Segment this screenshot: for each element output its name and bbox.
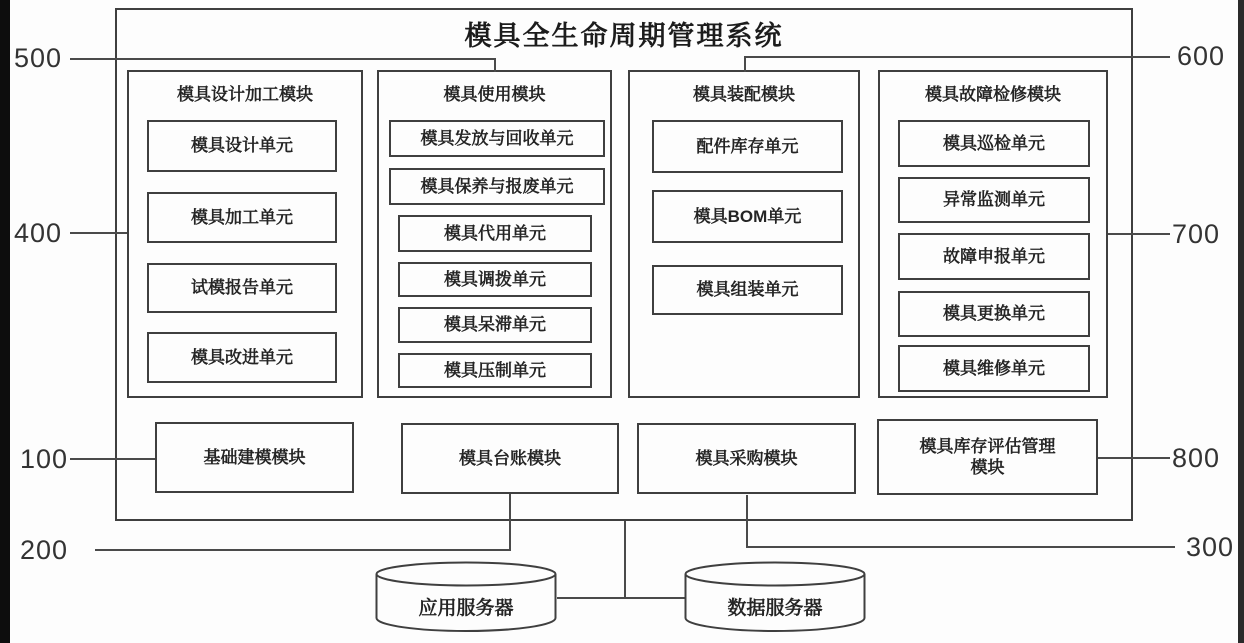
leader-drop-500 (494, 58, 496, 72)
ref-label-500: 500 (14, 43, 63, 73)
leader-line-700 (1108, 233, 1170, 235)
bottom-box-ledger: 模具台账模块 (401, 423, 619, 494)
diagram-title: 模具全生命周期管理系统 (464, 20, 784, 51)
ledger-down-connector (509, 494, 511, 551)
unit-box-mold-replacement: 模具更换单元 (898, 291, 1090, 337)
bottom-box-stock-evaluation (877, 419, 1098, 495)
unit-box-mold-improvement: 模具改进单元 (147, 332, 337, 383)
bottom-box-label-line1: 模具库存评估管理 (919, 436, 1056, 456)
unit-box-pressing: 模具压制单元 (398, 353, 592, 388)
unit-box-transfer: 模具调拨单元 (398, 262, 592, 297)
ref-label-800: 800 (1172, 443, 1221, 473)
leader-line-400 (70, 232, 127, 234)
unit-box-maintain-scrap: 模具保养与报废单元 (389, 168, 605, 205)
unit-box-mold-machining: 模具加工单元 (147, 192, 337, 243)
unit-box-anomaly-monitoring: 异常监测单元 (898, 177, 1090, 223)
unit-box-substitute: 模具代用单元 (398, 215, 592, 252)
leader-line-100 (70, 458, 155, 460)
left-scan-edge (0, 0, 10, 643)
unit-box-inspection: 模具巡检单元 (898, 120, 1090, 167)
unit-box-parts-stock: 配件库存单元 (652, 120, 843, 173)
ref-label-100: 100 (20, 444, 69, 474)
leader-drop-600 (744, 56, 746, 72)
unit-box-issue-recycle: 模具发放与回收单元 (389, 120, 605, 157)
app-server-cylinder (375, 561, 557, 633)
unit-box-mold-design: 模具设计单元 (147, 120, 337, 172)
unit-box-mold-bom: 模具BOM单元 (652, 190, 843, 243)
ref-label-300: 300 (1186, 532, 1235, 562)
server-link-line (557, 597, 685, 599)
ref-label-400: 400 (14, 218, 63, 248)
unit-box-idle: 模具呆滞单元 (398, 307, 592, 343)
right-scan-edge (1238, 0, 1244, 643)
system-to-servers-connector (624, 521, 626, 599)
unit-box-mold-assembling: 模具组装单元 (652, 265, 843, 315)
data-server-cylinder (684, 561, 866, 633)
ref-label-700: 700 (1172, 219, 1221, 249)
leader-line-200 (95, 549, 511, 551)
data-server-label: 数据服务器 (727, 597, 823, 619)
bottom-box-label-line2: 模块 (970, 458, 1005, 477)
leader-line-300 (747, 546, 1175, 548)
module-header: 模具设计加工模块 (177, 85, 313, 104)
unit-box-fault-report: 故障申报单元 (898, 233, 1090, 280)
leader-line-500 (70, 58, 495, 60)
ref-label-200: 200 (20, 535, 69, 565)
module-header: 模具使用模块 (443, 85, 546, 104)
app-server-label: 应用服务器 (418, 597, 514, 619)
leader-line-800 (1098, 457, 1170, 459)
unit-box-mold-repair: 模具维修单元 (898, 345, 1090, 392)
bottom-box-procurement: 模具采购模块 (637, 423, 856, 494)
procurement-down-connector (746, 495, 748, 548)
ref-label-600: 600 (1177, 41, 1226, 71)
module-header: 模具故障检修模块 (925, 85, 1061, 104)
bottom-box-basic-modeling: 基础建模模块 (155, 422, 354, 493)
leader-line-600 (745, 56, 1170, 58)
module-header: 模具装配模块 (693, 85, 795, 104)
unit-box-trial-report: 试模报告单元 (147, 263, 337, 313)
